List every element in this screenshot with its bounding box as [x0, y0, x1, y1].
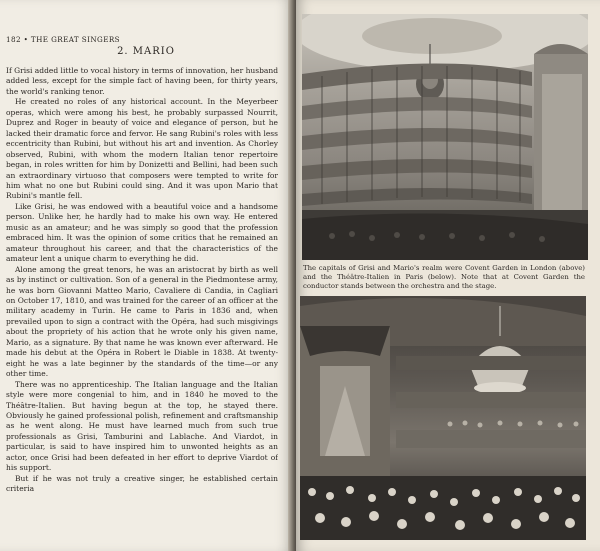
figure-caption: The capitals of Grisi and Mario's realm were Covent Garden in London (above) and the Théâtre-Italien in Paris (below). Note that at Covent Garden the conductor stands between the orchestra and the stage.: [303, 264, 585, 290]
paragraph: If Grisi added little to vocal history in terms of innovation, her husband added less, except for the simple fact of having been, for thirty years, the world's ranking tenor.: [6, 66, 278, 96]
theatre-italien-engraving: [300, 296, 586, 540]
paragraph: But if he was not truly a creative singer, he established certain criteria: [6, 473, 278, 494]
covent-garden-engraving: [302, 14, 588, 260]
paragraph: Like Grisi, he was endowed with a beautiful voice and a handsome person. Unlike her, he hardly had to make his own way. He entered music as an amateur; and he was simply so good that the profession embraced him. It was the opinion of some critics that he remained an amateur throughout his career, and that the characteristics of the amateur lent a unique charm to everything he did.: [6, 201, 278, 264]
section-title: 2. MARIO: [117, 46, 175, 57]
left-page: [0, 0, 292, 551]
paragraph: He created no roles of any historical account. In the Meyerbeer operas, which were among his best, he probably surpassed Nourrit, Duprez and Roger in beauty of voice and elegance of person, but he lacked their dramatic force and fervor. He sang Rubini's roles with less eccentricity than Rubini, but without his art and invention. As Chorley observed, Rubini, with whom the modern Italian tenor repertoire began, in roles written for him by Donizetti and Bellini, had been such an extraordinary virtuoso that composers were tempted to write for him what no one but Rubini could sing. And it was upon Mario that Rubini's mantle fell.: [6, 97, 278, 201]
paragraph: There was no apprenticeship. The Italian language and the Italian style were more congenial to him, and in 1840 he moved to the Théâtre-Italien. But having begun at the top, he stayed there. Obviously he gained professional polish, refinement and craftsmanship as he went along. He must have learned much from such true professionals as Grisi, Tamburini and Lablache. And Viardot, in particular, is said to have inspired him to unwonted heights as an actor, once Grisi had been defeated in her effort to deprive Viardot of his support.: [6, 379, 278, 473]
paragraph: Alone among the great tenors, he was an aristocrat by birth as well as by instinct or cultivation. Son of a general in the Piedmontese army, he was born Giovanni Matteo Mario, Cavaliere di Candia, in Cagliari on October 17, 1810, and was trained for the career of an officer at the military academy in Turin. He came to Paris in 1836 and, when prevailed upon to sign a contract with the Opéra, had such misgivings about the propriety of his action that he wrote only his given name, Mario, as a signature. By that name he was known ever afterward. He made his debut at the Opéra in Robert le Diable in 1838. At twenty-eight he was a late beginner by the standards of the time—or any other time.: [6, 264, 278, 379]
body-text: [6, 66, 278, 551]
running-head: 182 • THE GREAT SINGERS: [6, 35, 120, 44]
